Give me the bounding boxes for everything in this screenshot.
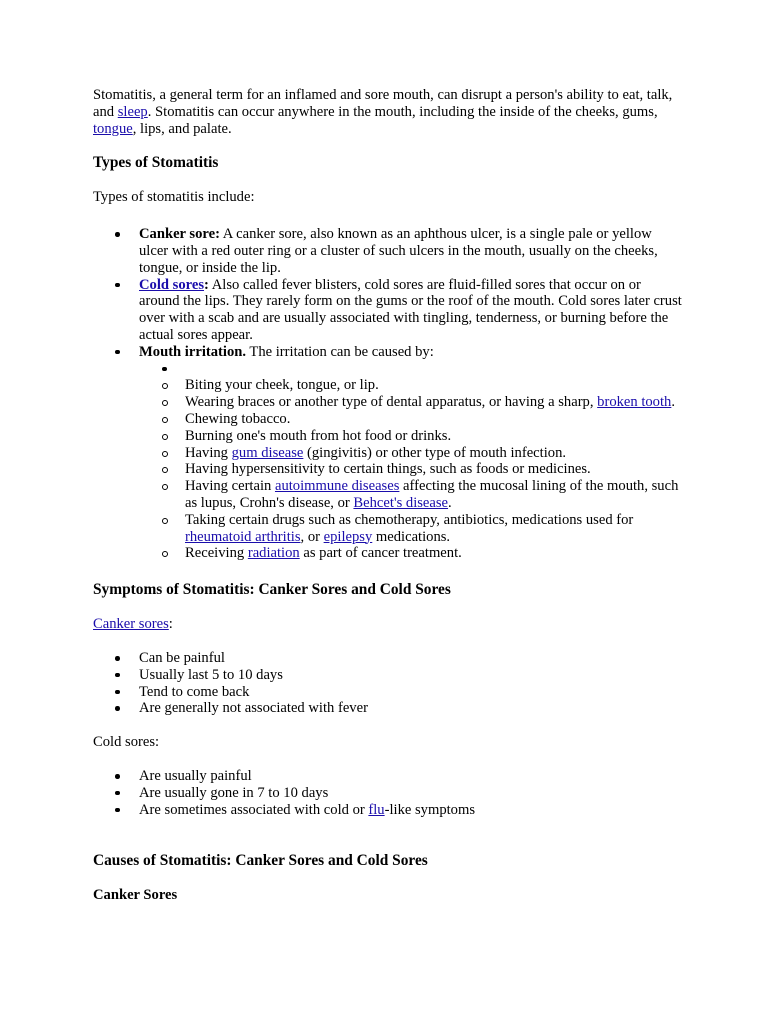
flu-link[interactable]: flu [368,801,385,818]
list-item-mouth-irritation [93,344,683,562]
document-page [93,87,683,904]
canker-sore-term: Canker sore: [139,226,220,243]
list-item-cause [139,512,683,546]
cause-text: medications. [372,528,451,545]
cause-text: as part of cancer treatment. [299,545,462,562]
canker-sores-label [93,616,683,633]
causes-heading: Causes of Stomatitis: Canker Sores and Cold Sores [93,852,428,870]
list-item-cause [139,411,683,428]
sleep-link[interactable]: sleep [117,103,148,120]
cause-text: affecting the mucosal lining of the mouth, such as lupus, Crohn's disease, or [185,478,679,511]
cause-text: (gingivitis) or other type of mouth infection. [303,444,567,461]
canker-symptoms-list [93,650,683,717]
intro-text-2: . Stomatitis can occur anywhere in the mouth, including the inside of the cheeks, gums, [147,103,658,120]
mouth-irritation-term: Mouth irritation. [139,343,247,360]
canker-sores-subheading: Canker Sores [93,887,178,904]
list-item-canker-sore [93,226,683,276]
cold-sores-link[interactable]: Cold sores [139,276,205,293]
cold-sores-colon: : [204,276,209,293]
cold-sores-desc: Also called fever blisters, cold sores are fluid-filled sores that occur on or around the lips. They rarely form on the gums or the roof of the mouth. Cold sores later crust over with a scab and are usually associated with tingling, tenderness, or burning before the actual sores appear. [139,276,682,343]
radiation-link[interactable]: radiation [247,545,300,562]
symptom-text: Are sometimes associated with cold or [139,801,369,818]
cause-text: Wearing braces or another type of dental apparatus, or having a sharp, [185,394,598,411]
autoimmune-diseases-link[interactable]: autoimmune diseases [274,478,400,495]
tongue-link[interactable]: tongue [93,120,133,137]
list-item: Are generally not associated with fever [93,700,683,717]
intro-paragraph [93,87,683,137]
canker-sores-colon: : [168,616,173,633]
gum-disease-link[interactable]: gum disease [231,444,304,461]
list-item-empty [139,361,683,378]
intro-text-3: , lips, and palate. [132,120,232,137]
cause-text: , or [300,528,324,545]
list-item: Usually last 5 to 10 days [93,667,683,684]
cause-text: Chewing tobacco. [185,410,291,427]
list-item: Are usually gone in 7 to 10 days [93,785,683,802]
types-list [93,226,683,562]
irritation-causes-list [139,361,683,563]
symptoms-heading: Symptoms of Stomatitis: Canker Sores and Cold Sores [93,581,451,599]
types-lead: Types of stomatitis include: [93,189,255,206]
cause-text: Burning one's mouth from hot food or drinks. [185,427,452,444]
epilepsy-link[interactable]: epilepsy [323,528,373,545]
list-item: Tend to come back [93,684,683,701]
list-item: Are usually painful [93,768,683,785]
cold-sores-label: Cold sores: [93,734,160,751]
broken-tooth-link[interactable]: broken tooth [597,394,672,411]
mouth-irritation-desc: The irritation can be caused by: [246,343,434,360]
symptom-text: -like symptoms [384,801,476,818]
types-heading: Types of Stomatitis [93,154,219,172]
list-item-cold-sores [93,277,683,344]
list-item-cause [139,478,683,512]
canker-sore-desc: A canker sore, also known as an aphthous ulcer, is a single pale or yellow ulcer with a red outer ring or a cluster of such ulcers in the mouth, usually on the cheeks, tongue, or inside the lip. [139,226,658,276]
cause-text: . [671,394,675,411]
cause-text: Having [185,444,232,461]
canker-sores-link[interactable]: Canker sores [93,616,169,633]
cause-text: Taking certain drugs such as chemotherapy, antibiotics, medications used for [185,511,634,528]
list-item-cause [139,545,683,562]
intro-text-1: Stomatitis, a general term for an inflamed and sore mouth, can disrupt a person's ability to eat, talk, and [93,87,673,120]
cold-symptoms-list [93,768,683,818]
list-item-cause [139,445,683,462]
cause-text: . [448,494,452,511]
list-item-cause [139,394,683,411]
behcets-disease-link[interactable]: Behcet's disease [353,494,449,511]
cause-text: Receiving [185,545,248,562]
list-item: Can be painful [93,650,683,667]
list-item-cause [139,461,683,478]
cause-text: Having certain [185,478,275,495]
list-item-cause [139,428,683,445]
list-item-cause [139,377,683,394]
cause-text: Having hypersensitivity to certain things, such as foods or medicines. [185,461,591,478]
list-item [93,802,683,819]
cause-text: Biting your cheek, tongue, or lip. [185,377,379,394]
rheumatoid-arthritis-link[interactable]: rheumatoid arthritis [185,528,301,545]
